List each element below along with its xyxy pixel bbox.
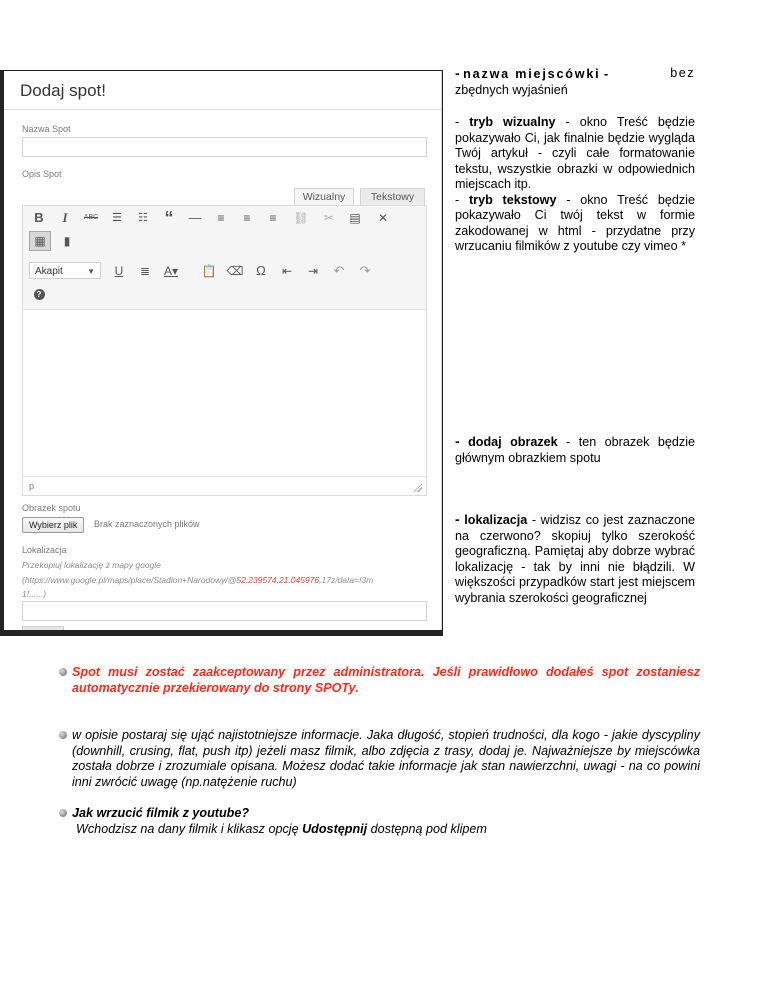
url-suffix: ,17z/data=!3m [319,575,374,585]
choose-file-button[interactable]: Wybierz plik [22,517,84,533]
chart-icon[interactable]: ▮ [63,234,71,248]
tab-text[interactable]: Tekstowy [360,188,425,206]
annotation-text-title: tryb tekstowy [468,192,557,207]
note-describe-text: w opisie postaraj się ująć najistotniejsze informacje. Jaka długość, stopień trudności, dla kogo - jakie dyscypliny (downhill, crusing, flat, push itp) jeżeli masz filmik, albo zdjęcia z trasy, dodaj je. Najważniejsze by miejscówka została dobrze i zrozumiale opisana. Możesz dodać takie informacje jak stan nawierzchni, uwagi - na co powini inni zwrócić uwagę (np.natężenie ruchu) [72,728,700,789]
note-accept-text: Spot musi zostać zaakceptowany przez administratora. Jeśli prawidłowo dodałeś spot zostaniesz automatycznie przekierowany do strony SPOTy. [72,665,700,695]
note-accept [72,665,700,696]
annotation-modes: - tryb wizualny - okno Treść będzie pokazywało Ci, jak finalnie będzie wygląda Twój artykuł - czyli całe formatowanie tekstu, wszystkie obrazki w odpowiednich miejscach itp. - tryb tekstowy - okno Treść będzie pokazywało Ci twój tekst w formie zakodowanej w html - przydatne przy wrzucaniu filmików z youtube czy vimeo * [455,115,695,253]
annotation-image-title: dodaj obrazek [468,435,558,449]
location-example-url [22,575,373,585]
annotation-name-title: nazwa miejscówki [463,67,601,81]
submit-button[interactable] [22,626,64,630]
blockquote-icon[interactable]: “ [164,208,174,228]
note-describe [72,728,700,790]
dash: - [455,65,460,81]
bold-icon[interactable]: B [34,210,44,225]
annotation-image: - dodaj obrazek - ten obrazek będzie głównym obrazkiem spotu [455,433,695,465]
form-panel [4,71,442,630]
file-status: Brak zaznaczonych plików [94,519,200,529]
form-title: Dodaj spot! [20,81,106,100]
undo-icon[interactable]: ↶ [333,263,345,278]
annotation-name-body: zbędnych wyjaśnień [455,82,568,97]
strikethrough-icon[interactable]: ABC [83,214,99,221]
help-icon[interactable]: ? [29,284,49,302]
horizontal-rule-icon[interactable]: — [188,210,202,225]
italic-icon[interactable]: I [62,210,68,225]
redo-icon[interactable]: ↷ [359,263,371,278]
description-label: Opis Spot [22,169,62,179]
title-divider [4,109,441,110]
bullet-icon [59,809,67,817]
editor-statusbar [23,476,426,495]
special-char-icon[interactable]: Ω [256,263,266,278]
annotation-visual-title: tryb wizualny [469,115,556,129]
note-youtube [72,806,700,837]
align-right-icon[interactable]: ≡ [269,211,277,225]
paragraph-format-select[interactable] [29,262,101,279]
note-youtube-answer-post: dostępną pod klipem [367,821,487,836]
chevron-down-icon: ▼ [87,267,95,276]
text-color-icon[interactable]: A▾ [163,264,179,278]
editor-toolbar [23,206,426,310]
bullet-list-icon[interactable]: ☰ [112,212,122,224]
link-icon[interactable]: ⛓ [293,211,309,225]
annotation-name [455,66,695,98]
note-youtube-question: Jak wrzucić filmik z youtube? [72,806,250,820]
annotation-visual-body: - okno Treść będzie pokazywało Ci, jak finalnie będzie wygląda Twój artykuł - czyli całe formatowanie tekstu, wszystkie obrazki w odpowiednich miejscach itp. [455,115,695,191]
align-center-icon[interactable]: ≡ [243,211,251,225]
numbered-list-icon[interactable]: ☷ [138,212,148,224]
annotation-image-body: - ten obrazek będzie głównym obrazkiem spotu [455,435,695,465]
name-label: Nazwa Spot [22,124,71,134]
unlink-icon[interactable]: ✂ [323,211,335,225]
form-screenshot [0,70,443,636]
outdent-icon[interactable]: ⇤ [281,264,293,278]
tab-visual[interactable]: Wizualny [294,188,354,206]
note-youtube-answer-bold: Udostępnij [302,821,368,836]
note-youtube-answer-pre: Wchodzisz na dany filmik i klikasz opcję [76,821,303,836]
underline-icon[interactable]: U [114,264,124,278]
paragraph-format-value: Akapit [35,266,63,277]
image-label: Obrazek spotu [22,503,81,513]
paste-text-icon[interactable]: 📋 [201,264,217,278]
annotation-name-tail: bez [670,66,695,80]
read-more-icon[interactable]: ▤ [349,211,361,225]
name-input[interactable] [22,137,427,157]
content-editor[interactable] [22,205,427,496]
clear-formatting-icon[interactable]: ⌫ [226,264,244,278]
resize-grip-icon[interactable] [413,483,422,492]
align-left-icon[interactable]: ≡ [217,211,225,225]
element-path: p [29,481,35,491]
fullscreen-icon[interactable]: ✕ [377,211,389,225]
bullet-icon [59,668,67,676]
location-hint: Przekopiuj lokalizację z mapy google [22,560,161,570]
location-input[interactable] [22,601,427,621]
annotation-location: - lokalizacja - widzisz co jest zaznaczone na czerwono? skopiuj tylko szerokość geograficzną. Pamiętaj aby dobrze wybrać lokalizację - tak by inni nie błądzili. W większości przypadków start jest miejscem wybrania szerokości geograficznej [455,511,696,605]
justify-icon[interactable]: ≣ [139,264,151,278]
indent-icon[interactable]: ⇥ [307,264,319,278]
annotation-name-sep: - [600,67,609,81]
annotation-text-body: - okno Treść będzie pokazywało Ci twój tekst w formie zakodowanej w html - przydatne przy wrzucaniu filmików z youtube czy vimeo * [455,192,695,253]
bullet-icon [59,731,67,739]
url-prefix: (https://www.google.pl/maps/place/Stadion+Narodowy/@ [22,575,237,585]
annotation-location-title: lokalizacja [464,513,528,527]
location-label: Lokalizacja [22,545,67,555]
toolbar-toggle-icon[interactable]: ▦ [29,231,51,251]
url-coords: 52.239574,21.045976 [236,575,320,585]
annotation-location-body: - widzisz co jest zaznaczone na czerwono? skopiuj tylko szerokość geograficzną. Pamiętaj aby dobrze wybrać lokalizację - tak by inni nie błądzili. W większości przypadków start jest miejscem wybrania szerokości geograficznej [455,513,696,605]
location-example-url-line2: 1!......) [22,589,47,599]
